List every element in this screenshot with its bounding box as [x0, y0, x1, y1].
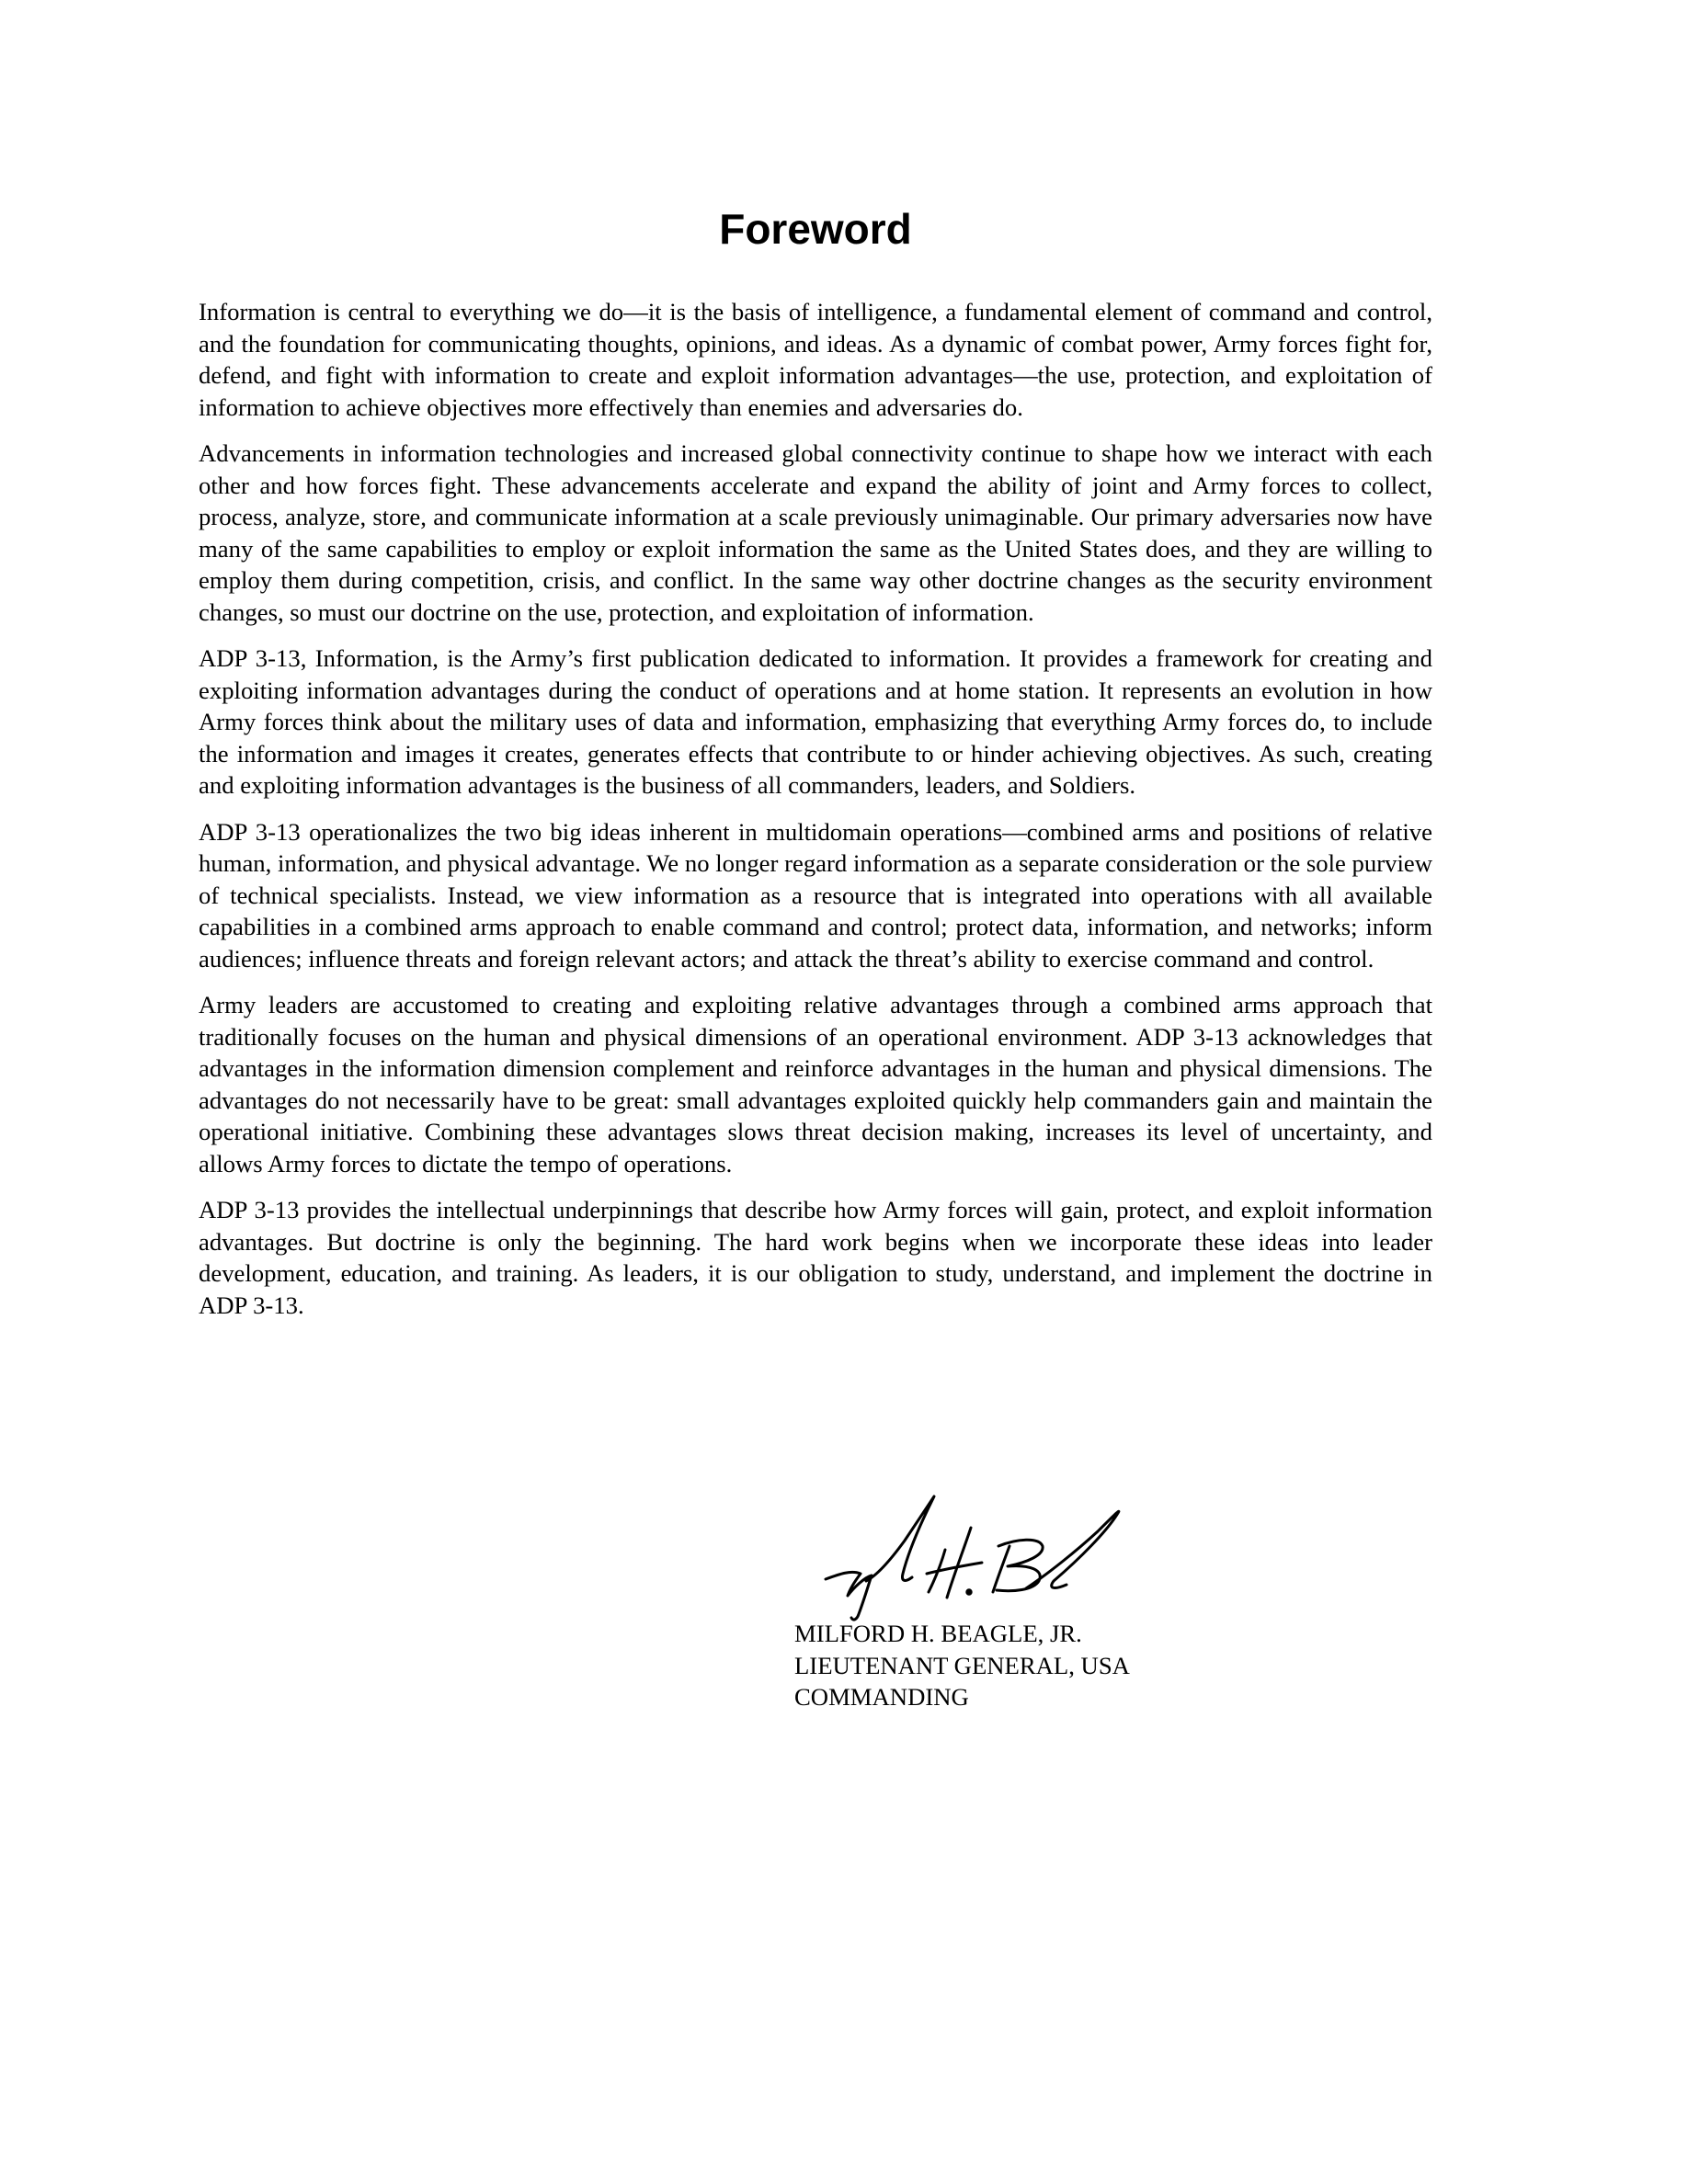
- foreword-page: [199, 200, 1432, 1336]
- paragraph-4: ADP 3-13 operationalizes the two big ideas inherent in multidomain operations—combined arms and positions of relative human, information, and physical advantage. We no longer regard information as a separate consideration or the sole purview of technical specialists. Instead, we view information as a resource that is integrated into operations with all available capabilities in a combined arms approach to enable command and control; protect data, information, and networks; inform audiences; influence threats and foreign relevant actors; and attack the threat’s ability to exercise command and control.: [199, 817, 1432, 973]
- paragraph-2: Advancements in information technologies and increased global connectivity continue to shape how we interact with each other and how forces fight. These advancements accelerate and expand the ability of joint and Army forces to collect, process, analyze, store, and communicate information at a scale previously unimaginable. Our primary adversaries now have many of the same capabilities to employ or exploit information the same as the United States does, and they are willing to employ them during competition, crisis, and conflict. In the same way other doctrine changes as the security environment changes, so must our doctrine on the use, protection, and exploitation of information.: [199, 439, 1432, 626]
- signature-block: [794, 1485, 1180, 1713]
- paragraph-1: Information is central to everything we do—it is the basis of intelligence, a fundamental element of command and control, and the foundation for communicating thoughts, opinions, and ideas. As a dynamic of combat power, Army forces fight for, defend, and fight with information to create and exploit information advantages—the use, protection, and exploitation of information to achieve objectives more effectively than enemies and adversaries do.: [199, 298, 1432, 421]
- paragraph-3: ADP 3-13, Information, is the Army’s first publication dedicated to information. It provides a framework for creating and exploiting information advantages during the conduct of operations and at home station. It represents an evolution in how Army forces think about the military uses of data and information, emphasizing that everything Army forces do, to include the information and images it creates, generates effects that contribute to or hinder achieving objectives. As such, creating and exploiting information advantages is the business of all commanders, leaders, and Soldiers.: [199, 644, 1432, 799]
- paragraph-5: Army leaders are accustomed to creating and exploiting relative advantages through a combined arms approach that traditionally focuses on the human and physical dimensions of an operational environment. ADP 3-13 acknowledges that advantages in the information dimension complement and reinforce advantages in the human and physical dimensions. The advantages do not necessarily have to be great: small advantages exploited quickly help commanders gain and maintain the operational initiative. Combining these advantages slows threat decision making, increases its level of uncertainty, and allows Army forces to dictate the tempo of operations.: [199, 991, 1432, 1177]
- signer-rank: LIEUTENANT GENERAL, USA: [794, 1651, 1130, 1679]
- signer-position: COMMANDING: [794, 1683, 969, 1711]
- page-title: Foreword: [719, 205, 912, 253]
- paragraph-6: ADP 3-13 provides the intellectual underpinnings that describe how Army forces will gain, protect, and exploit information advantages. But doctrine is only the beginning. The hard work begins when we incorporate these ideas into leader development, education, and training. As leaders, it is our obligation to study, understand, and implement the doctrine in ADP 3-13.: [199, 1196, 1432, 1319]
- signature-text: [794, 1618, 1180, 1713]
- handwritten-signature: [813, 1485, 1180, 1623]
- signer-name: MILFORD H. BEAGLE, JR.: [794, 1620, 1082, 1647]
